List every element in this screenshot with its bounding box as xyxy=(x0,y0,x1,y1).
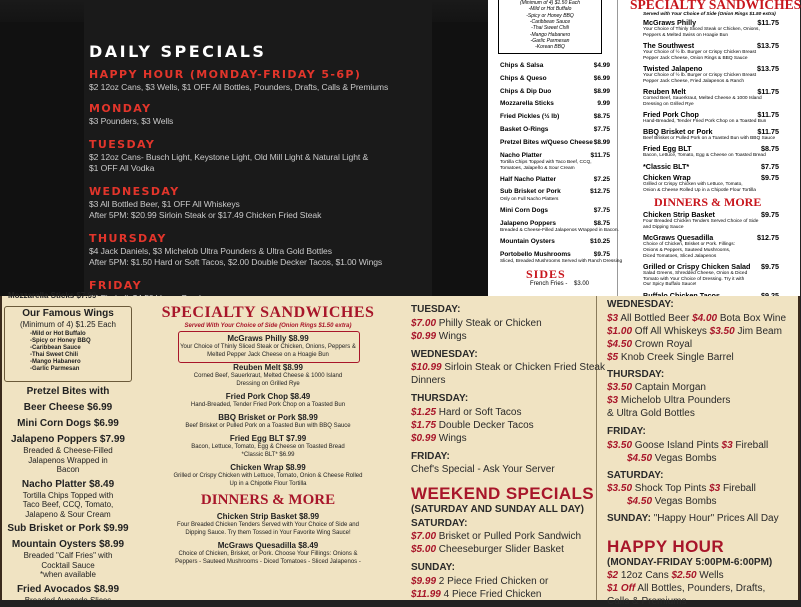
sandwich-desc: Bacon, Lettuce, Tomato, Egg & Cheese on Toasted Bread xyxy=(191,444,345,450)
board-heading: WEDNESDAY: xyxy=(607,299,674,310)
board-item: Crown Royal xyxy=(632,338,693,350)
sandwich-price: $13.75 xyxy=(757,41,779,50)
board-item: Wells xyxy=(696,570,724,581)
sandwich-desc: Onion & Cheese Rolled Up in a Chipotle Flour Tortilla xyxy=(643,187,756,193)
appetizer-name: Chips & Queso xyxy=(500,74,547,82)
appetizer-desc: Breaded & Cheese-Filled Jalapenos Wrapped in Bacon. xyxy=(500,228,619,234)
menu-parchment-panel xyxy=(0,291,400,605)
wing-sauce: -Caribbean Sauce xyxy=(30,345,81,351)
board-heading: SATURDAY: xyxy=(411,517,468,529)
sides-price: $3.00 xyxy=(574,281,590,288)
day-heading: MONDAY xyxy=(89,102,152,115)
board-line xyxy=(411,544,564,555)
appetizer-name: Pretzel Bites w/Queso Cheese xyxy=(500,138,593,146)
appetizer-desc: Jalapenos Wrapped in xyxy=(28,455,108,465)
appetizer-price: $8.99 xyxy=(593,87,610,95)
appetizer-price: $8.75 xyxy=(593,113,610,121)
board-line xyxy=(607,299,674,310)
board-price: $1.00 xyxy=(607,325,633,337)
board-banner: HAPPY HOUR xyxy=(607,536,725,556)
board-heading-note: "Happy Hour" Prices All Day xyxy=(653,513,779,524)
appetizer-price: 9.99 xyxy=(597,100,610,108)
sandwich-price: $7.75 xyxy=(761,161,779,171)
board-line xyxy=(607,470,663,481)
dinners-title: DINNERS & MORE xyxy=(200,492,336,508)
sandwich-desc: Melted Pepper Jack Cheese on a Hoagie Bun xyxy=(207,352,329,358)
day-detail: $3 All Bottled Beer, $1 OFF All Whiskeys xyxy=(89,199,240,209)
appetizer-price: $10.25 xyxy=(590,238,610,245)
appetizer-name: Chips & Dip Duo xyxy=(500,87,552,95)
day-heading: THURSDAY xyxy=(89,232,167,245)
sandwich-desc: Your Choice of Thinly Sliced Steak or Chicken, Onions, xyxy=(643,27,760,32)
board-line xyxy=(411,362,605,373)
dinner-price: $12.75 xyxy=(757,233,779,242)
board-price: $3 xyxy=(607,312,619,324)
board-price: $3 xyxy=(721,439,733,451)
sandwich-price: $9.75 xyxy=(761,173,779,182)
day-detail: $2 12oz Cans, $3 Wells, $1 OFF All Bottles, Pounders, Drafts, Calls & Premiums xyxy=(89,82,389,92)
appetizer-price: $8.75 xyxy=(593,219,610,227)
board-line xyxy=(411,318,542,329)
board-item: All Bottled Beer xyxy=(618,312,693,324)
sandwich-price: $13.75 xyxy=(757,64,779,73)
sandwich-desc: Pepper Jack Cheese, Onion Rings & BBQ Sauce xyxy=(643,55,748,61)
board-line xyxy=(607,426,646,437)
board-price: $1 Off xyxy=(607,583,636,594)
board-line xyxy=(411,393,468,404)
dinner-desc: Our Spicy Buffalo Sauce! xyxy=(643,282,697,288)
board-line xyxy=(607,557,772,568)
dinner-desc: Salad Greens, Shredded Cheese, Onion & Diced xyxy=(643,270,748,276)
board-line xyxy=(411,504,584,515)
board-price: $2 xyxy=(607,570,619,581)
appetizer-name: Nacho Platter xyxy=(500,151,542,159)
board-item: Cheeseburger Slider Basket xyxy=(436,544,564,555)
wing-sauce: -Thai Sweet Chili xyxy=(30,352,79,358)
board-item: Jim Beam xyxy=(734,325,782,337)
sandwich-desc: *Classic BLT* $6.99 xyxy=(241,452,295,458)
board-price: $5 xyxy=(607,351,619,363)
day-detail: $3 Pounders, $3 Wells xyxy=(89,116,174,126)
sandwich-name: Twisted Jalapeno xyxy=(643,64,703,73)
sandwich-desc: Corned Beef, Sauerkraut, Melted Cheese & 1000 Island xyxy=(643,96,762,101)
board-price: $10.99 xyxy=(411,362,442,373)
board-item: Shock Top Pints xyxy=(632,483,710,494)
board-price: $0.99 xyxy=(411,432,437,444)
wing-sauce: -Garlic Parmesan xyxy=(30,366,80,372)
appetizer-name: Mountain Oysters xyxy=(500,238,555,245)
appetizer-price: $11.75 xyxy=(590,151,610,159)
sandwich-desc: Hand-Breaded, Tender Fried Pork Chop on a Toasted Bun xyxy=(643,119,767,124)
sandwich-name: BBQ Brisket or Pork $8.99 xyxy=(218,413,318,422)
board-item: Off All Whiskeys xyxy=(632,325,710,337)
daily-specials-panel xyxy=(0,0,488,296)
board-text: Dinners xyxy=(411,375,446,386)
board-item: 2 Piece Fried Chicken or xyxy=(436,575,549,587)
sandwich-name: McGraws Philly $8.99 xyxy=(227,334,309,343)
appetizer-desc: Sliced, Breaded Mushrooms Served with Ranch Dressing xyxy=(500,259,623,265)
board-heading: SATURDAY: xyxy=(607,469,664,481)
sandwich-price: $11.75 xyxy=(757,127,779,137)
board-line xyxy=(607,352,734,363)
appetizer-desc: *when available xyxy=(39,570,97,579)
board-line xyxy=(607,483,756,494)
sandwich-price: $11.75 xyxy=(757,110,779,119)
sandwich-name: The Southwest xyxy=(643,41,695,50)
appetizer-desc: Tortilla Chips Topped with xyxy=(22,490,114,500)
appetizer-name: Nacho Platter $8.49 xyxy=(21,478,115,490)
day-detail: After 5PM: $20.99 Sirloin Steak or $17.49 Chicken Fried Steak xyxy=(89,210,322,220)
board-heading: SUNDAY: xyxy=(607,513,654,524)
sandwiches-subtitle: Served with Your Choice of Side (Onion Rings $1.50 extra) xyxy=(643,12,776,17)
board-line xyxy=(411,349,478,360)
board-price: $11.99 xyxy=(411,588,441,600)
board-price: $4.00 xyxy=(692,312,718,324)
board-divider xyxy=(596,296,597,600)
appetizer-name: Basket O-Rings xyxy=(500,126,549,133)
appetizer-price: $9.75 xyxy=(593,250,610,258)
day-heading: TUESDAY xyxy=(89,138,156,151)
sandwich-price: $11.75 xyxy=(757,87,779,96)
day-detail: $4 Jack Daniels, $3 Michelob Ultra Pounders & Ultra Gold Bottles xyxy=(89,246,332,256)
wings-box-line: -Korean BBQ xyxy=(535,44,565,51)
daily-specials-title: DAILY SPECIALS xyxy=(89,42,267,61)
appetizer-price: $8.99 xyxy=(593,138,610,146)
board-line xyxy=(411,420,534,431)
board-item: Philly Steak or Chicken xyxy=(436,317,542,329)
appetizer-price: $6.99 xyxy=(593,74,610,82)
board-text: Chef's Special - Ask Your Server xyxy=(411,464,555,475)
appetizer-name: Fried Pickles (½ lb) xyxy=(500,113,560,121)
appetizer-desc: Bacon xyxy=(56,465,80,474)
sandwich-name: Chicken Wrap $8.99 xyxy=(230,463,306,472)
board-heading: (MONDAY-FRIDAY 5:00PM-6:00PM) xyxy=(607,556,773,568)
dinner-price: $9.75 xyxy=(761,210,779,219)
appetizer-desc: Only on Full Nacho Platters xyxy=(500,197,559,202)
board-item: Vegas Bombs xyxy=(652,496,717,507)
sandwiches-title: SPECIALTY SANDWICHES xyxy=(161,304,375,321)
board-line xyxy=(411,562,455,573)
board-price: $1.25 xyxy=(411,406,437,418)
board-price: $3 xyxy=(607,395,619,406)
board-text: Calls & Premiums xyxy=(607,596,687,607)
board-price: $3.50 xyxy=(607,382,633,393)
sandwich-name: *Classic BLT* xyxy=(643,161,690,171)
board-item: Sirloin Steak or Chicken Fried Steak xyxy=(441,362,605,373)
dinner-desc: Choice of Chicken, Brisket, or Pork. Choose Your Fillings: Onions & xyxy=(178,551,358,557)
board-line xyxy=(607,408,695,419)
board-item: Brisket or Pulled Pork Sandwich xyxy=(436,531,582,542)
sandwich-desc: Peppers & Melted Swiss on Hoagie Bun xyxy=(643,32,729,38)
board-line xyxy=(411,518,467,529)
sandwich-name: Fried Egg BLT $7.99 xyxy=(229,434,307,443)
board-line xyxy=(607,339,692,350)
appetizer-desc: Tortilla Chips Topped with Taco Beef, CCQ, xyxy=(500,160,592,166)
board-price: $4.50 xyxy=(627,496,653,507)
dinner-desc: Tomato with Your Choice of Dressing. Try it with xyxy=(643,276,745,282)
appetizer-name: Chips & Salsa xyxy=(500,62,544,69)
board-item: 12oz Cans xyxy=(618,570,672,581)
wings-box-line: -Spicy or Honey BBQ xyxy=(526,12,574,19)
board-price: $7.00 xyxy=(411,531,437,542)
appetizer-name: Sub Brisket or Pork xyxy=(500,188,561,196)
sandwich-desc: Hand-Breaded, Tender Fried Pork Chop on a Toasted Bun xyxy=(190,402,346,408)
board-item: 4 Piece Fried Chicken xyxy=(440,588,542,600)
board-heading: FRIDAY: xyxy=(411,450,450,462)
wing-sauce: -Mild or Hot Buffalo xyxy=(30,331,86,337)
appetizer-price: $7.25 xyxy=(593,175,610,183)
board-line xyxy=(411,531,581,542)
appetizer-name: Sub Brisket or Pork $9.99 xyxy=(7,523,129,534)
board-line xyxy=(607,326,782,337)
appetizer-desc: Breaded Avocado Slices xyxy=(24,595,112,605)
appetizer-name: Portobello Mushrooms xyxy=(500,250,571,258)
board-item: Fireball xyxy=(720,483,756,494)
board-price: $5.00 xyxy=(411,544,437,555)
board-line xyxy=(411,589,541,600)
board-item: All Bottles, Pounders, Drafts, xyxy=(635,583,766,594)
sandwich-desc: Grilled or Crispy Chicken with Lettuce, Tomato, xyxy=(643,182,743,187)
board-item: Double Decker Tacos xyxy=(436,419,534,431)
board-price: $4.50 xyxy=(607,338,633,350)
board-price: $1.75 xyxy=(411,419,437,431)
sandwich-desc: Bacon, Lettuce, Tomato, Egg & Cheese on Toasted Bread xyxy=(643,153,766,159)
board-line xyxy=(411,304,460,315)
board-line xyxy=(411,407,521,418)
appetizer-name: Pretzel Bites with xyxy=(26,386,110,397)
sandwich-name: Fried Pork Chop $8.49 xyxy=(225,392,311,401)
sandwich-price: $8.75 xyxy=(761,144,779,154)
board-heading: TUESDAY: xyxy=(411,304,461,315)
dinner-desc: Peppers - Sauteed Mushrooms - Diced Tomatoes - Sliced Jalapenos - xyxy=(175,559,361,565)
dinner-desc: Diced Tomatoes, Sliced Jalapenos xyxy=(643,253,717,259)
board-heading: (SATURDAY AND SUNDAY ALL DAY) xyxy=(411,504,584,515)
board-price: $2.50 xyxy=(671,570,697,581)
appetizer-desc: Breaded & Cheese-Filled xyxy=(23,446,113,455)
dinner-name: McGraws Quesadilla $8.49 xyxy=(217,541,319,550)
board-line xyxy=(607,596,686,607)
day-detail: $1 OFF All Vodka xyxy=(89,163,155,173)
right-edge xyxy=(798,296,800,600)
sandwiches-title: SPECIALTY SANDWICHES xyxy=(630,0,801,12)
appetizer-name: Fried Avocados $8.99 xyxy=(16,583,120,595)
board-item: Vegas Bombs xyxy=(652,452,717,464)
sandwiches-subtitle: Served With Your Choice of Side (Onion Rings $1.50 extra) xyxy=(184,323,352,329)
day-detail: After 5PM: $1.50 Hard or Soft Tacos, $2.00 Double Decker Tacos, $1.00 Wings xyxy=(89,257,383,267)
top-cut-text: Mozzarella Sticks $7.99 xyxy=(8,291,97,300)
sandwich-desc: Grilled or Crispy Chicken with Lettuce, Tomato, Onion & Cheese Rolled xyxy=(173,473,363,479)
menu-white-panel xyxy=(488,0,800,296)
board-line xyxy=(607,382,706,393)
board-price: $3.50 xyxy=(607,439,633,451)
board-item: Wings xyxy=(436,432,467,444)
wings-box-line: -Caribbean Sauce xyxy=(529,18,571,25)
board-line xyxy=(607,570,724,581)
board-item: Hard or Soft Tacos xyxy=(436,406,522,418)
appetizer-price: $12.75 xyxy=(590,188,610,196)
board-item: Captain Morgan xyxy=(632,382,706,393)
board-item: Wings xyxy=(436,330,467,342)
board-line xyxy=(607,440,768,451)
board-line xyxy=(607,369,664,380)
dinner-desc: and Dipping Sauce xyxy=(643,224,684,230)
appetizer-price: $7.75 xyxy=(593,206,610,214)
wings-box-line: -Mango Habanero xyxy=(529,31,571,38)
dinner-desc: Onions & Peppers, Sauteed Mushrooms, xyxy=(643,247,731,253)
board-line xyxy=(607,513,779,524)
appetizer-name: Beer Cheese $6.99 xyxy=(23,402,113,413)
board-price: $4.50 xyxy=(627,452,653,464)
appetizer-name: Jalapeno Poppers $7.99 xyxy=(11,434,125,445)
board-line xyxy=(411,433,467,444)
dinner-name: Chicken Strip Basket xyxy=(643,210,715,219)
dinner-name: McGraws Quesadilla xyxy=(643,233,714,242)
sandwich-name: McGraws Philly xyxy=(643,18,697,27)
appetizer-price: $4.99 xyxy=(593,62,610,69)
board-item: Michelob Ultra Pounders xyxy=(618,395,731,406)
board-line xyxy=(411,576,548,587)
board-item: Knob Creek Single Barrel xyxy=(618,351,734,363)
column-divider xyxy=(617,0,618,296)
sandwich-desc: Up in a Chipotle Flour Tortilla xyxy=(229,481,307,487)
dinner-name: Grilled or Crispy Chicken Salad xyxy=(643,261,751,271)
day-heading: WEDNESDAY xyxy=(89,185,180,198)
board-line xyxy=(411,464,555,475)
day-heading: FRIDAY xyxy=(89,279,143,292)
specials-board-panel xyxy=(400,296,800,607)
dinner-desc: Choice of Chicken, Brisket or Pork. Fillings: xyxy=(643,242,735,247)
appetizer-name: Mini Corn Dogs xyxy=(500,206,549,214)
wings-title: Our Famous Wings xyxy=(22,308,114,319)
sandwich-desc: Pepper Jack Cheese, Fried Jalapenos & Ranch xyxy=(643,78,745,84)
board-line xyxy=(607,313,786,324)
appetizer-desc: Tomatoes, Jalapeño & Sour Cream xyxy=(500,165,575,171)
board-item: Goose Island Pints xyxy=(632,439,722,451)
sandwich-name: Reuben Melt $8.99 xyxy=(233,363,303,372)
board-heading: WEDNESDAY: xyxy=(411,348,478,360)
sandwich-name: Reuben Melt xyxy=(643,87,686,96)
appetizer-desc: Cocktail Sauce xyxy=(41,560,95,570)
sandwich-desc: Your Choice of ½ lb. Burger or Crispy Chicken Breast xyxy=(643,50,757,55)
board-line xyxy=(627,453,717,464)
appetizer-price: $7.75 xyxy=(593,126,610,133)
sandwich-desc: Dressing on Grilled Rye xyxy=(236,381,300,387)
board-line xyxy=(607,395,730,406)
wings-box-line: -Mild or Hot Buffalo xyxy=(528,6,572,13)
sandwich-desc: Beef Brisket or Pulled Pork on a Toasted Bun with BBQ Sauce xyxy=(643,136,776,142)
appetizer-desc: Taco Beef, CCQ, Tomato, xyxy=(22,500,114,509)
board-heading: FRIDAY: xyxy=(607,426,646,437)
board-price: $0.99 xyxy=(411,330,437,342)
sides-item: French Fries - xyxy=(530,281,568,288)
dinner-name: Chicken Strip Basket $8.99 xyxy=(216,512,320,521)
appetizer-desc: Breaded "Calf Fries" with xyxy=(23,551,113,560)
appetizer-desc: Jalapeno & Sour Cream xyxy=(25,509,111,519)
sides-title: SIDES xyxy=(526,267,566,282)
board-line xyxy=(411,451,450,462)
board-heading: THURSDAY: xyxy=(607,368,665,380)
wing-sauce: -Spicy or Honey BBQ xyxy=(30,338,91,344)
sandwich-price: $11.75 xyxy=(757,18,779,27)
board-price: $7.00 xyxy=(411,317,437,329)
appetizer-name: Half Nacho Platter xyxy=(500,175,556,183)
wings-box-line: (Minimum of 4) $1.50 Each xyxy=(519,0,581,6)
appetizer-name: Mini Corn Dogs $6.99 xyxy=(17,418,119,429)
sandwich-desc: Your Choice of ½ lb. Burger or Crispy Chicken Breast xyxy=(643,73,757,78)
board-price: $3 xyxy=(709,483,721,494)
board-price: $3.50 xyxy=(607,483,633,494)
board-item: Fireball xyxy=(732,439,769,451)
dinner-price: $9.75 xyxy=(761,261,779,271)
board-line xyxy=(411,375,445,386)
wings-subtitle: (Minimum of 4) $1.25 Each xyxy=(19,320,117,329)
board-item: Bota Box Wine xyxy=(717,312,787,324)
day-heading: HAPPY HOUR (MONDAY-FRIDAY 5-6P) xyxy=(89,68,362,81)
sandwich-name: Fried Egg BLT xyxy=(643,144,692,154)
dinners-title: DINNERS & MORE xyxy=(654,195,762,209)
sandwich-desc: Dressing on Grilled Rye xyxy=(643,101,694,107)
board-line xyxy=(411,331,467,342)
appetizer-name: Jalapeno Poppers xyxy=(500,219,556,227)
wing-sauce: -Mango Habanero xyxy=(30,359,81,365)
sandwich-desc: Your Choice of Thinly Sliced Steak or Chicken, Onions, Peppers & xyxy=(180,344,356,350)
board-heading: THURSDAY: xyxy=(411,393,469,404)
board-text: & Ultra Gold Bottles xyxy=(607,408,695,419)
appetizer-name: Mountain Oysters $8.99 xyxy=(11,539,125,550)
wings-box-line: -Thai Sweet Chili xyxy=(531,25,569,32)
board-heading: SUNDAY: xyxy=(411,562,455,573)
board-price: $3.50 xyxy=(709,325,735,337)
sandwich-desc: Beef Brisket or Pulled Pork on a Toasted Bun with BBQ Sauce xyxy=(185,423,351,429)
sandwich-name: BBQ Brisket or Pork xyxy=(643,127,713,137)
dinner-desc: Four Breaded Chicken Tenders Served with Your Choice of Side and xyxy=(176,522,359,528)
board-line xyxy=(627,496,717,507)
dinner-desc: Four Breaded Chicken Tenders Served Choice of Side xyxy=(643,219,759,224)
sandwich-name: Chicken Wrap xyxy=(643,173,691,182)
sandwich-desc: Corned Beef, Sauerkraut, Melted Cheese & 1000 Island xyxy=(193,373,343,379)
board-price: $9.99 xyxy=(411,575,437,587)
dinner-desc: Dipping Sauce. Try them Tossed in Your Favorite Wing Sauce! xyxy=(185,530,351,536)
left-edge xyxy=(0,296,2,600)
appetizer-name: Mozzarella Sticks xyxy=(500,100,554,108)
wings-box-line: -Garlic Parmesan xyxy=(530,37,570,44)
day-detail: $2 12oz Cans- Busch Light, Keystone Light, Old Mill Light & Natural Light & xyxy=(89,152,369,162)
board-line xyxy=(607,583,765,594)
sandwich-name: Fried Pork Chop xyxy=(643,110,699,119)
board-banner: WEEKEND SPECIALS xyxy=(411,484,595,503)
